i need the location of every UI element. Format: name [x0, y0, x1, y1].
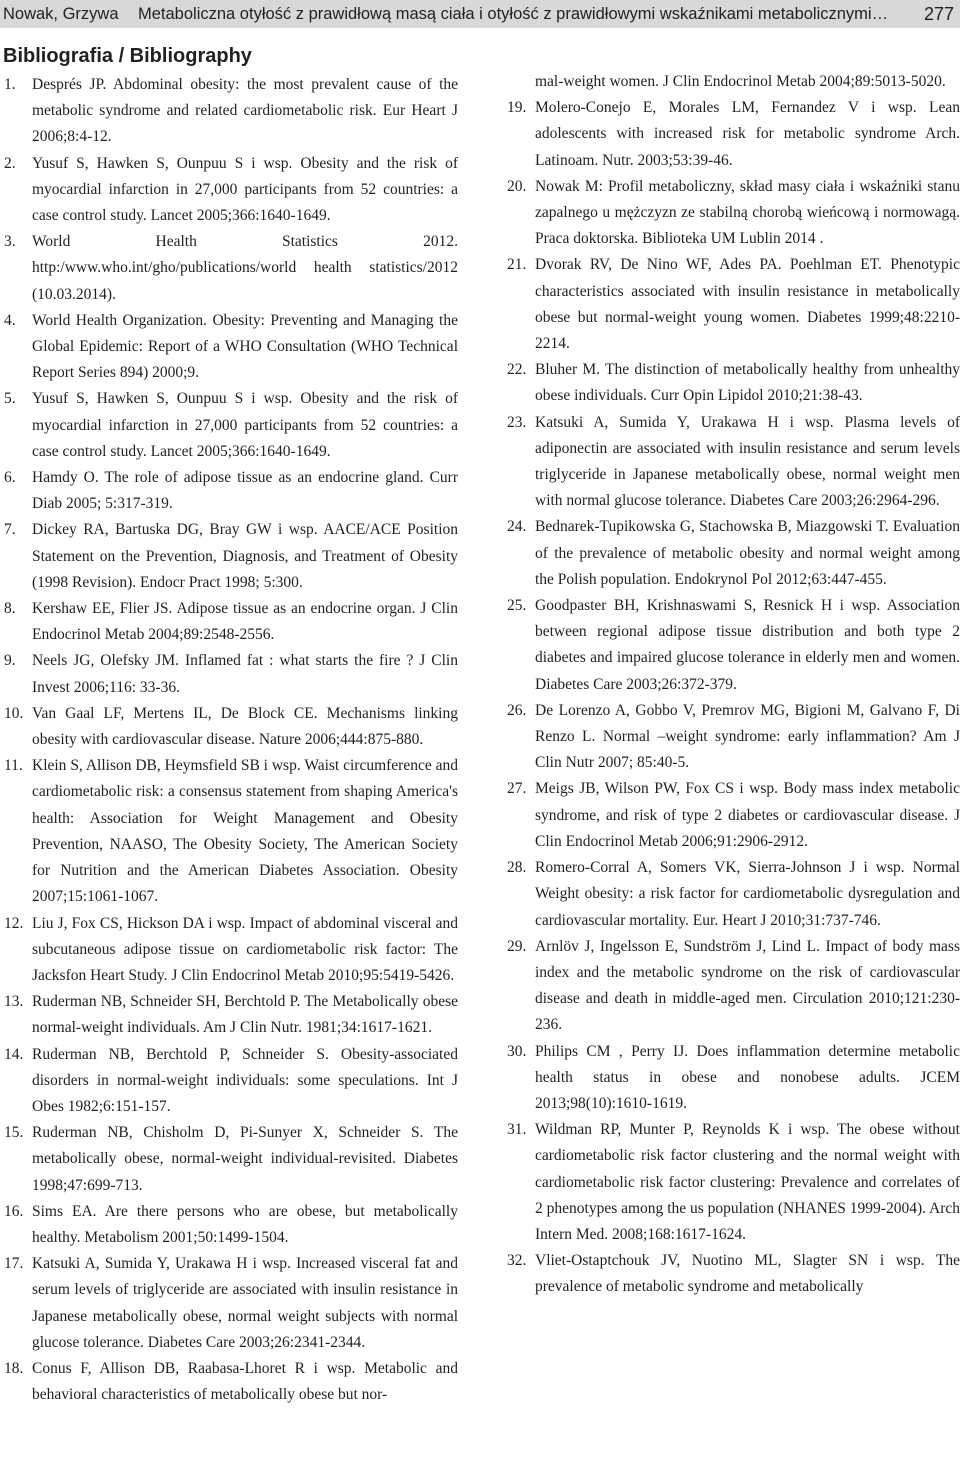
reference-number: 21.: [507, 256, 527, 274]
reference-text: World Health Statistics 2012. http:/www.who.int/gho/publications/world health statistics/2012 (10.03.2014).: [32, 233, 458, 303]
reference-number: 2.: [4, 154, 16, 172]
reference-item: [0, 1199, 458, 1251]
reference-item: [0, 1120, 458, 1199]
reference-item: [0, 1251, 458, 1356]
reference-text: Bednarek-Tupikowska G, Stachowska B, Miazgowski T. Evaluation of the prevalence of metabolic obesity and normal weight among the Polish population. Endokrynol Pol 2012;63:447-455.: [535, 518, 960, 588]
reference-text: Yusuf S, Hawken S, Ounpuu S i wsp. Obesity and the risk of myocardial infarction in 27,000 participants from 52 countries: a case control study. Lancet 2005;366:1640-1649.: [32, 390, 458, 460]
reference-number: 22.: [507, 361, 527, 379]
reference-number: 32.: [507, 1252, 527, 1270]
reference-item: [0, 465, 458, 517]
reference-item: [0, 648, 458, 700]
reference-item: [503, 934, 960, 1039]
reference-number: 13.: [4, 993, 24, 1011]
reference-number: 26.: [507, 701, 527, 719]
reference-text: Hamdy O. The role of adipose tissue as an endocrine gland. Curr Diab 2005; 5:317-319.: [32, 469, 458, 513]
reference-number: 17.: [4, 1255, 24, 1273]
reference-item: [503, 1039, 960, 1118]
reference-item: [503, 69, 960, 95]
reference-text: Neels JG, Olefsky JM. Inflamed fat : what starts the fire ? J Clin Invest 2006;116: 33-36.: [32, 652, 458, 696]
reference-item: [0, 517, 458, 596]
reference-number: 6.: [4, 469, 16, 487]
reference-text: Kershaw EE, Flier JS. Adipose tissue as an endocrine organ. J Clin Endocrinol Metab 2004;89:2548-2556.: [32, 600, 458, 644]
reference-item: [503, 95, 960, 174]
reference-number: 12.: [4, 914, 24, 932]
reference-item: [0, 753, 458, 910]
reference-item: [503, 776, 960, 855]
reference-item: [503, 1248, 960, 1300]
reference-text: Nowak M: Profil metaboliczny, skład masy ciała i wskaźniki stanu zapalnego u mężczyzn ze stabilną chorobą wieńcową i normowagą. Praca doktorska. Biblioteka UM Lublin 2014 .: [535, 177, 960, 248]
running-header: [0, 0, 960, 28]
reference-number: 28.: [507, 859, 527, 877]
reference-number: 7.: [4, 521, 16, 539]
reference-number: 25.: [507, 597, 527, 615]
reference-item: [0, 72, 458, 151]
reference-item: [0, 1042, 458, 1121]
reference-text: Katsuki A, Sumida Y, Urakawa H i wsp. Plasma levels of adiponectin are associated with insulin resistance and serum levels triglyceride in Japanese metabolically obese, normal weight men with normal glucose tolerance. Diabetes Care 2003;26:2964-296.: [535, 413, 960, 510]
reference-text: Ruderman NB, Berchtold P, Schneider S. Obesity-associated disorders in normal-weight individuals: some speculations. Int J Obes 1982;6:151-157.: [32, 1045, 458, 1115]
section-title: Bibliografia / Bibliography: [3, 45, 252, 67]
reference-text: De Lorenzo A, Gobbo V, Premrov MG, Bigioni M, Galvano F, Di Renzo L. Normal –weight syndrome: early inflammation? Am J Clin Nutr 2007; 85:40-5.: [535, 701, 960, 772]
reference-text: Dvorak RV, De Nino WF, Ades PA. Poehlman ET. Phenotypic characteristics associated with insulin resistance in metabolically obese but normal-weight young women. Diabetes 1999;48:2210-2214.: [535, 256, 960, 353]
reference-number: 10.: [4, 704, 24, 722]
reference-text: Dickey RA, Bartuska DG, Bray GW i wsp. AACE/ACE Position Statement on the Prevention, Diagnosis, and Treatment of Obesity (1998 Revision). Endocr Pract 1998; 5:300.: [32, 521, 458, 591]
reference-text: Ruderman NB, Schneider SH, Berchtold P. The Metabolically obese normal-weight individuals. Am J Clin Nutr. 1981;34:1617-1621.: [32, 993, 458, 1037]
reference-text: Vliet-Ostaptchouk JV, Nuotino ML, Slagter SN i wsp. The prevalence of metabolic syndrome and metabolically: [535, 1252, 960, 1296]
reference-text: Arnlöv J, Ingelsson E, Sundström J, Lind L. Impact of body mass index and the metabolic syndrome on the risk of cardiovascular disease and death in middle-aged men. Circulation 2010;121:230-236.: [535, 937, 960, 1034]
reference-item: [0, 308, 458, 387]
reference-number: 29.: [507, 937, 527, 955]
reference-number: 19.: [507, 99, 527, 117]
reference-item: [0, 911, 458, 990]
reference-text: Meigs JB, Wilson PW, Fox CS i wsp. Body mass index metabolic syndrome, and risk of type 2 diabetes or cardiovascular disease. J Clin Endocrinol Metab 2006;91:2906-2912.: [535, 780, 960, 850]
reference-text: Sims EA. Are there persons who are obese, but metabolically healthy. Metabolism 2001;50:1499-1504.: [32, 1202, 458, 1246]
reference-item: [0, 701, 458, 753]
reference-number: 4.: [4, 311, 16, 329]
reference-text: Molero-Conejo E, Morales LM, Fernandez V i wsp. Lean adolescents with increased risk for metabolic syndrome Arch. Latinoam. Nutr. 2003;53:39-46.: [535, 99, 960, 169]
reference-item: [0, 151, 458, 230]
reference-item: [503, 514, 960, 593]
references-column-left: [0, 72, 458, 1408]
reference-number: 18.: [4, 1359, 24, 1377]
reference-item: [0, 1356, 458, 1408]
reference-number: 15.: [4, 1124, 24, 1142]
reference-text: Klein S, Allison DB, Heymsfield SB i wsp. Waist circumference and cardiometabolic risk: a consensus statement from shaping America's health: Association for Weight Management and Obesity Prevention, NAASO, The Obesity Society, The American Society for Nutrition and the American Diabetes Association. Obesity 2007;15:1061-1067.: [32, 757, 458, 906]
page-number: 277: [923, 4, 954, 24]
reference-item: [0, 596, 458, 648]
reference-list-right: [503, 69, 960, 1301]
reference-number: 8.: [4, 600, 16, 618]
reference-number: 9.: [4, 652, 16, 670]
reference-item: [503, 593, 960, 698]
reference-text: Yusuf S, Hawken S, Ounpuu S i wsp. Obesity and the risk of myocardial infarction in 27,000 participants from 52 countries: a case control study. Lancet 2005;366:1640-1649.: [32, 154, 458, 225]
header-article-title: Metaboliczna otyłość z prawidłową masą ciała i otyłość z prawidłowymi wskaźnikami metabolicznymi…: [138, 5, 889, 23]
reference-item: [503, 1117, 960, 1248]
reference-number: 30.: [507, 1042, 527, 1060]
reference-number: 11.: [4, 757, 23, 775]
reference-list-left: [0, 72, 458, 1408]
reference-number: 27.: [507, 780, 527, 798]
reference-text: Conus F, Allison DB, Raabasa-Lhoret R i wsp. Metabolic and behavioral characteristics of metabolically obese but nor-: [32, 1359, 458, 1404]
reference-text: World Health Organization. Obesity: Preventing and Managing the Global Epidemic: Report of a WHO Consultation (WHO Technical Report Series 894) 2000;9.: [32, 311, 458, 382]
reference-item: [503, 410, 960, 515]
reference-item: [503, 252, 960, 357]
reference-number: 31.: [507, 1121, 527, 1139]
reference-item: [503, 855, 960, 934]
reference-number: 23.: [507, 413, 527, 431]
header-authors: Nowak, Grzywa: [3, 5, 119, 23]
reference-number: 16.: [4, 1202, 24, 1220]
reference-text: mal-weight women. J Clin Endocrinol Metab 2004;89:5013-5020.: [535, 73, 946, 90]
reference-number: 14.: [4, 1045, 24, 1063]
references-column-right: [503, 69, 960, 1301]
reference-text: Van Gaal LF, Mertens IL, De Block CE. Mechanisms linking obesity with cardiovascular disease. Nature 2006;444:875-880.: [32, 704, 458, 749]
reference-text: Bluher M. The distinction of metabolically healthy from unhealthy obese individuals. Curr Opin Lipidol 2010;21:38-43.: [535, 361, 960, 405]
reference-item: [503, 357, 960, 409]
reference-item: [503, 698, 960, 777]
reference-text: Goodpaster BH, Krishnaswami S, Resnick H i wsp. Association between regional adipose tissue distribution and both type 2 diabetes and impaired glucose tolerance in elderly men and women. Diabetes Care 2003;26:372-379.: [535, 597, 960, 693]
reference-text: Liu J, Fox CS, Hickson DA i wsp. Impact of abdominal visceral and subcutaneous adipose tissue on cardiometabolic risk factor: The Jacksfon Heart Study. J Clin Endocrinol Metab 2010;95:5419-5426.: [32, 914, 458, 984]
reference-item: [0, 989, 458, 1041]
reference-text: Philips CM , Perry IJ. Does inflammation determine metabolic health status in obese and nonobese adults. JCEM 2013;98(10):1610-1619.: [535, 1042, 960, 1112]
reference-text: Katsuki A, Sumida Y, Urakawa H i wsp. Increased visceral fat and serum levels of triglyceride are associated with insulin resistance in Japanese metabolically obese, normal weight subjects with normal glucose tolerance. Diabetes Care 2003;26:2341-2344.: [32, 1255, 458, 1351]
reference-item: [503, 174, 960, 253]
reference-text: Després JP. Abdominal obesity: the most prevalent cause of the metabolic syndrome and related cardiometabolic risk. Eur Heart J 2006;8:4-12.: [32, 76, 458, 146]
reference-number: 20.: [507, 177, 527, 195]
reference-text: Wildman RP, Munter P, Reynolds K i wsp. The obese without cardiometabolic risk factor clustering and the normal weight with cardiometabolic risk factor clustering: Prevalence and correlates of 2 phenotypes among the us population (NHANES 1999-2004). Arch Intern Med. 2008;168:1617-1624.: [535, 1121, 960, 1243]
reference-number: 3.: [4, 233, 16, 251]
reference-item: [0, 229, 458, 308]
reference-text: Romero-Corral A, Somers VK, Sierra-Johnson J i wsp. Normal Weight obesity: a risk factor for cardiometabolic dysregulation and cardiovascular mortality. Eur. Heart J 2010;31:737-746.: [535, 859, 960, 929]
reference-number: 5.: [4, 390, 16, 408]
reference-text: Ruderman NB, Chisholm D, Pi-Sunyer X, Schneider S. The metabolically obese, normal-weight individual-revisited. Diabetes 1998;47:699-713.: [32, 1124, 458, 1194]
reference-number: 1.: [4, 76, 16, 93]
reference-number: 24.: [507, 518, 527, 536]
reference-item: [0, 386, 458, 465]
